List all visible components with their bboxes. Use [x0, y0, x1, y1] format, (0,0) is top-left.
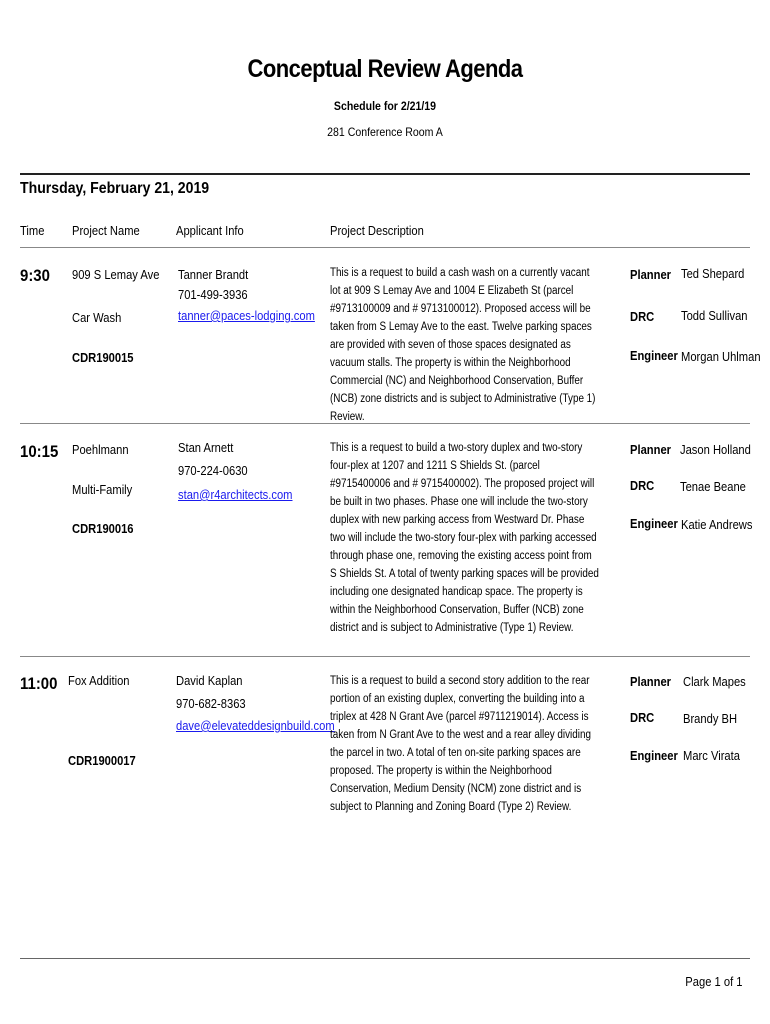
page-number: Page 1 of 1: [684, 974, 742, 989]
engineer-name: Katie Andrews: [681, 517, 753, 532]
drc-name: Todd Sullivan: [681, 308, 748, 323]
drc-label: DRC: [630, 309, 655, 324]
project-description: This is a request to build a second story addition to the rear portion of an existing duplex, converting the building into a triplex at 428 N Grant Ave (parcel #9711219014). Access is taken from N Grant Ave to the west and a rear alley dividing the parcel in two. A total of ten on-site parking spaces are proposed. The property is within the Neighborhood Conservation, Medium Density (NCM) zone district and is subject to Planning and Zoning Board (Type 2) Review.: [330, 675, 591, 813]
item-time: 11:00: [20, 674, 58, 693]
drc-name: Tenae Beane: [680, 479, 746, 494]
project-description: This is a request to build a two-story duplex and two-story four-plex at 1207 and 1211 S Shields St. (parcel #9715400006 and # 9715400002). The proposed project will be built in two phases. Phase one will include the two-story duplex with new parking access from Westward Dr. Phase two will include the two-story four-plex with parking accessed through phase one, removing the existing access point from S Shields St. A total of twenty parking spaces will be provided including one designated handicap space. The property is within the Neighborhood Conservation, Buffer (NCB) zone district and is subject to Administrative (Type 1) Review.: [330, 442, 599, 634]
project-name: Fox Addition: [68, 673, 130, 688]
top-divider: [20, 173, 750, 175]
applicant-phone: 701-499-3936: [178, 287, 248, 302]
engineer-name: Morgan Uhlman: [681, 349, 761, 364]
schedule-date: Schedule for 2/21/19: [333, 99, 437, 113]
applicant-email-link[interactable]: stan@r4architects.com: [178, 487, 293, 502]
planner-label: Planner: [630, 267, 672, 282]
drc-label: DRC: [630, 710, 655, 725]
item-divider: [20, 423, 750, 424]
applicant-phone: 970-224-0630: [178, 463, 248, 478]
project-description: This is a request to build a cash wash on a currently vacant lot at 909 S Lemay Ave and 1004 E Elizabeth St (parcel #9713100009 and # 9713100012). Proposed access will be taken from S Lemay Ave to the east. Twelve parking spaces are provided with seven of those spaces designated as vacuum stalls. The property is within the Neighborhood Commercial (NC) and Neighborhood Conservation, Buffer (NCB) zone districts and is subject to Administrative (Type 1) Review.: [330, 267, 596, 423]
project-number: CDR190016: [72, 521, 134, 536]
engineer-label: Engineer: [630, 348, 678, 363]
planner-name: Clark Mapes: [683, 674, 746, 689]
project-name: Poehlmann: [72, 442, 129, 457]
applicant-name: Stan Arnett: [178, 440, 234, 455]
applicant-email-link[interactable]: tanner@paces-lodging.com: [178, 308, 315, 323]
engineer-label: Engineer: [630, 748, 678, 763]
col-head-project-description: Project Description: [330, 223, 424, 238]
drc-label: DRC: [630, 478, 655, 493]
applicant-phone: 970-682-8363: [176, 696, 246, 711]
applicant-name: David Kaplan: [176, 673, 243, 688]
date-heading: Thursday, February 21, 2019: [20, 180, 210, 197]
drc-name: Brandy BH: [683, 711, 738, 726]
project-number: CDR190015: [72, 350, 134, 365]
project-name-line2: Multi-Family: [72, 482, 133, 497]
col-head-applicant-info: Applicant Info: [176, 223, 244, 238]
meeting-room: 281 Conference Room A: [327, 125, 443, 139]
item-time: 9:30: [20, 266, 50, 285]
planner-label: Planner: [630, 674, 672, 689]
engineer-name: Marc Virata: [683, 748, 740, 763]
planner-name: Ted Shepard: [681, 266, 745, 281]
col-head-time: Time: [20, 223, 45, 238]
applicant-name: Tanner Brandt: [178, 267, 249, 282]
header-divider: [20, 247, 750, 248]
planner-label: Planner: [630, 442, 672, 457]
engineer-label: Engineer: [630, 516, 678, 531]
project-name-line2: Car Wash: [72, 310, 122, 325]
applicant-email-link[interactable]: dave@elevateddesignbuild.com: [176, 718, 335, 733]
bottom-divider: [20, 958, 750, 959]
item-time: 10:15: [20, 442, 59, 461]
col-head-project-name: Project Name: [72, 223, 140, 238]
project-number: CDR1900017: [68, 753, 136, 768]
page-title: Conceptual Review Agenda: [247, 55, 523, 83]
planner-name: Jason Holland: [680, 442, 751, 457]
project-name: 909 S Lemay Ave: [72, 267, 160, 282]
item-divider: [20, 656, 750, 657]
